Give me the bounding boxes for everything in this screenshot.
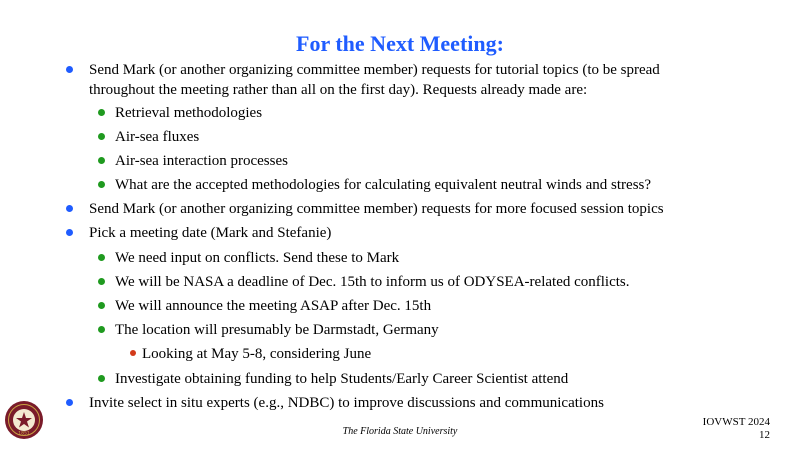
- bullet-text: Retrieval methodologies: [115, 105, 263, 121]
- bullet-marker-icon: [98, 302, 105, 309]
- footer-right: [703, 416, 770, 442]
- bullet-text: We will be NASA a deadline of Dec. 15th to inform us of ODYSEA-related conflicts.: [115, 274, 630, 290]
- bullet-text: Looking at May 5-8, considering June: [142, 346, 372, 362]
- bullet-text: Air-sea interaction processes: [115, 153, 288, 169]
- seal-year: 1851: [18, 431, 30, 437]
- bullet-marker-icon: [66, 66, 73, 73]
- bullet-text-line: throughout the meeting rather than all on the first day). Requests already made are:: [89, 82, 588, 98]
- bullet-marker-icon: [66, 399, 73, 406]
- bullet-marker-icon: [66, 205, 73, 212]
- slide-title: For the Next Meeting:: [296, 31, 504, 56]
- bullet-text-line: Send Mark (or another organizing committee member) requests for tutorial topics (to be spread: [89, 62, 660, 78]
- bullet-marker-icon: [130, 350, 136, 356]
- bullet-text: Air-sea fluxes: [115, 129, 200, 145]
- bullet-text: We need input on conflicts. Send these to Mark: [115, 250, 400, 266]
- bullet-text: What are the accepted methodologies for calculating equivalent neutral winds and stress?: [115, 177, 652, 193]
- conference-name: IOVWST 2024: [702, 416, 770, 428]
- bullet-text: The location will presumably be Darmstadt, Germany: [115, 322, 439, 338]
- bullet-marker-icon: [66, 229, 73, 236]
- bullet-marker-icon: [98, 133, 105, 140]
- bullet-marker-icon: [98, 109, 105, 116]
- bullet-text: Send Mark (or another organizing committee member) requests for more focused session topics: [89, 201, 664, 217]
- bullet-text: Pick a meeting date (Mark and Stefanie): [89, 225, 332, 241]
- bullet-text: We will announce the meeting ASAP after Dec. 15th: [115, 298, 432, 314]
- bullet-marker-icon: [98, 254, 105, 261]
- bullet-text: Investigate obtaining funding to help Students/Early Career Scientist attend: [115, 371, 569, 387]
- bullet-marker-icon: [98, 278, 105, 285]
- bullet-text: Invite select in situ experts (e.g., NDBC) to improve discussions and communications: [89, 395, 604, 411]
- footer-university: The Florida State University: [342, 426, 458, 437]
- page-number: 12: [759, 429, 770, 441]
- bullet-marker-icon: [98, 326, 105, 333]
- bullet-marker-icon: [98, 181, 105, 188]
- bullet-marker-icon: [98, 375, 105, 382]
- bullet-marker-icon: [98, 157, 105, 164]
